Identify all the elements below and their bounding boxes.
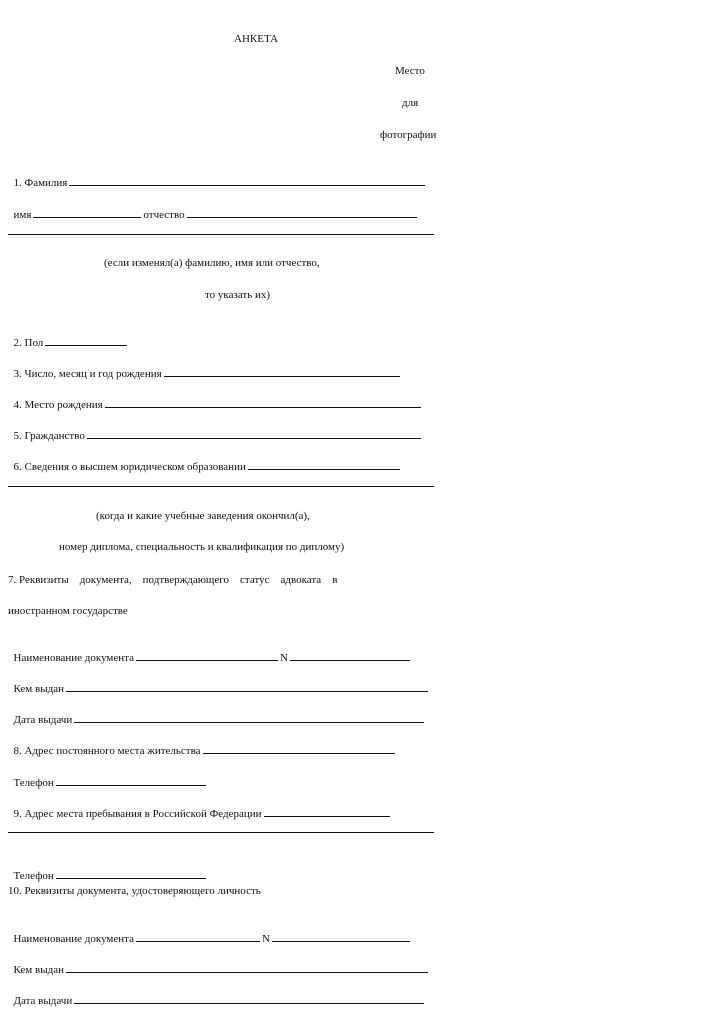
issue-date-field-1[interactable] — [74, 711, 424, 723]
doc-number-field-1[interactable] — [290, 649, 410, 661]
sex-row — [8, 320, 129, 349]
birth-place-label: 4. Место рождения — [13, 399, 103, 411]
phone-row-1 — [8, 760, 208, 789]
issued-by-field-2[interactable] — [66, 961, 428, 973]
law-education-row — [8, 444, 402, 473]
law-education-label: 6. Сведения о высшем юридическом образовании — [13, 461, 246, 473]
citizenship-row — [8, 413, 423, 442]
issue-date-label-1: Дата выдачи — [13, 714, 73, 726]
stay-address-continuation-field[interactable] — [8, 832, 434, 833]
law-education-continuation-field[interactable] — [8, 486, 434, 487]
issued-by-row-1 — [8, 666, 430, 695]
phone-row-2 — [8, 853, 208, 882]
doc-name-row-2 — [8, 916, 412, 945]
birth-place-row — [8, 382, 423, 411]
doc-name-field-2[interactable] — [136, 930, 260, 942]
doc-number-field-2[interactable] — [272, 930, 410, 942]
name-changes-field[interactable] — [8, 234, 434, 235]
doc-name-label-1: Наименование документа — [13, 652, 134, 664]
issued-by-row-2 — [8, 947, 430, 976]
issued-by-field-1[interactable] — [66, 680, 428, 692]
sex-label: 2. Пол — [13, 337, 44, 349]
issue-date-row-1 — [8, 697, 426, 726]
number-sign-2: N — [261, 933, 270, 945]
issued-by-label-2: Кем выдан — [13, 964, 64, 976]
name-label: имя — [13, 209, 32, 221]
stay-address-row — [8, 791, 392, 820]
form-title: АНКЕТА — [234, 33, 279, 45]
name-change-note-1: (если изменял(а) фамилию, имя или отчество, — [104, 257, 320, 269]
birth-date-row — [8, 351, 402, 380]
issued-by-label-1: Кем выдан — [13, 683, 64, 695]
residence-row — [8, 728, 397, 757]
name-row — [8, 192, 419, 221]
residence-field[interactable] — [203, 742, 395, 754]
patronymic-label: отчество — [143, 209, 185, 221]
education-note-1: (когда и какие учебные заведения окончил(а), — [96, 510, 310, 522]
birth-date-field[interactable] — [164, 365, 400, 377]
residence-label: 8. Адрес постоянного места жительства — [13, 745, 201, 757]
issue-date-field-2[interactable] — [74, 992, 424, 1004]
id-doc-heading: 10. Реквизиты документа, удостоверяющего личность — [8, 885, 261, 897]
issue-date-row-2 — [8, 978, 426, 1007]
name-change-note-2: то указать их) — [205, 289, 271, 301]
photo-label-line-2: для — [402, 97, 419, 109]
doc-name-label-2: Наименование документа — [13, 933, 134, 945]
surname-label: 1. Фамилия — [13, 177, 68, 189]
education-note-2: номер диплома, специальность и квалификация по диплому) — [59, 541, 345, 553]
phone-field-2[interactable] — [56, 867, 206, 879]
doc-name-field-1[interactable] — [136, 649, 278, 661]
lawyer-doc-heading-2: иностранном государстве — [8, 605, 128, 617]
law-education-field[interactable] — [248, 458, 400, 470]
phone-label-1: Телефон — [13, 777, 54, 789]
citizenship-label: 5. Гражданство — [13, 430, 85, 442]
phone-label-2: Телефон — [13, 870, 54, 882]
phone-field-1[interactable] — [56, 774, 206, 786]
stay-address-label: 9. Адрес места пребывания в Российской Федерации — [13, 808, 262, 820]
doc-name-row-1 — [8, 635, 412, 664]
citizenship-field[interactable] — [87, 427, 421, 439]
lawyer-doc-heading-1: 7. Реквизиты документа, подтверждающего статус адвоката в — [8, 574, 338, 586]
birth-place-field[interactable] — [105, 396, 421, 408]
issue-date-label-2: Дата выдачи — [13, 995, 73, 1007]
surname-field[interactable] — [69, 174, 425, 186]
patronymic-field[interactable] — [187, 206, 417, 218]
sex-field[interactable] — [45, 334, 127, 346]
name-field[interactable] — [33, 206, 141, 218]
birth-date-label: 3. Число, месяц и год рождения — [13, 368, 162, 380]
photo-label-line-3: фотографии — [380, 129, 437, 141]
stay-address-field[interactable] — [264, 805, 390, 817]
number-sign-1: N — [279, 652, 288, 664]
surname-row — [8, 160, 427, 189]
photo-label-line-1: Место — [395, 65, 425, 77]
